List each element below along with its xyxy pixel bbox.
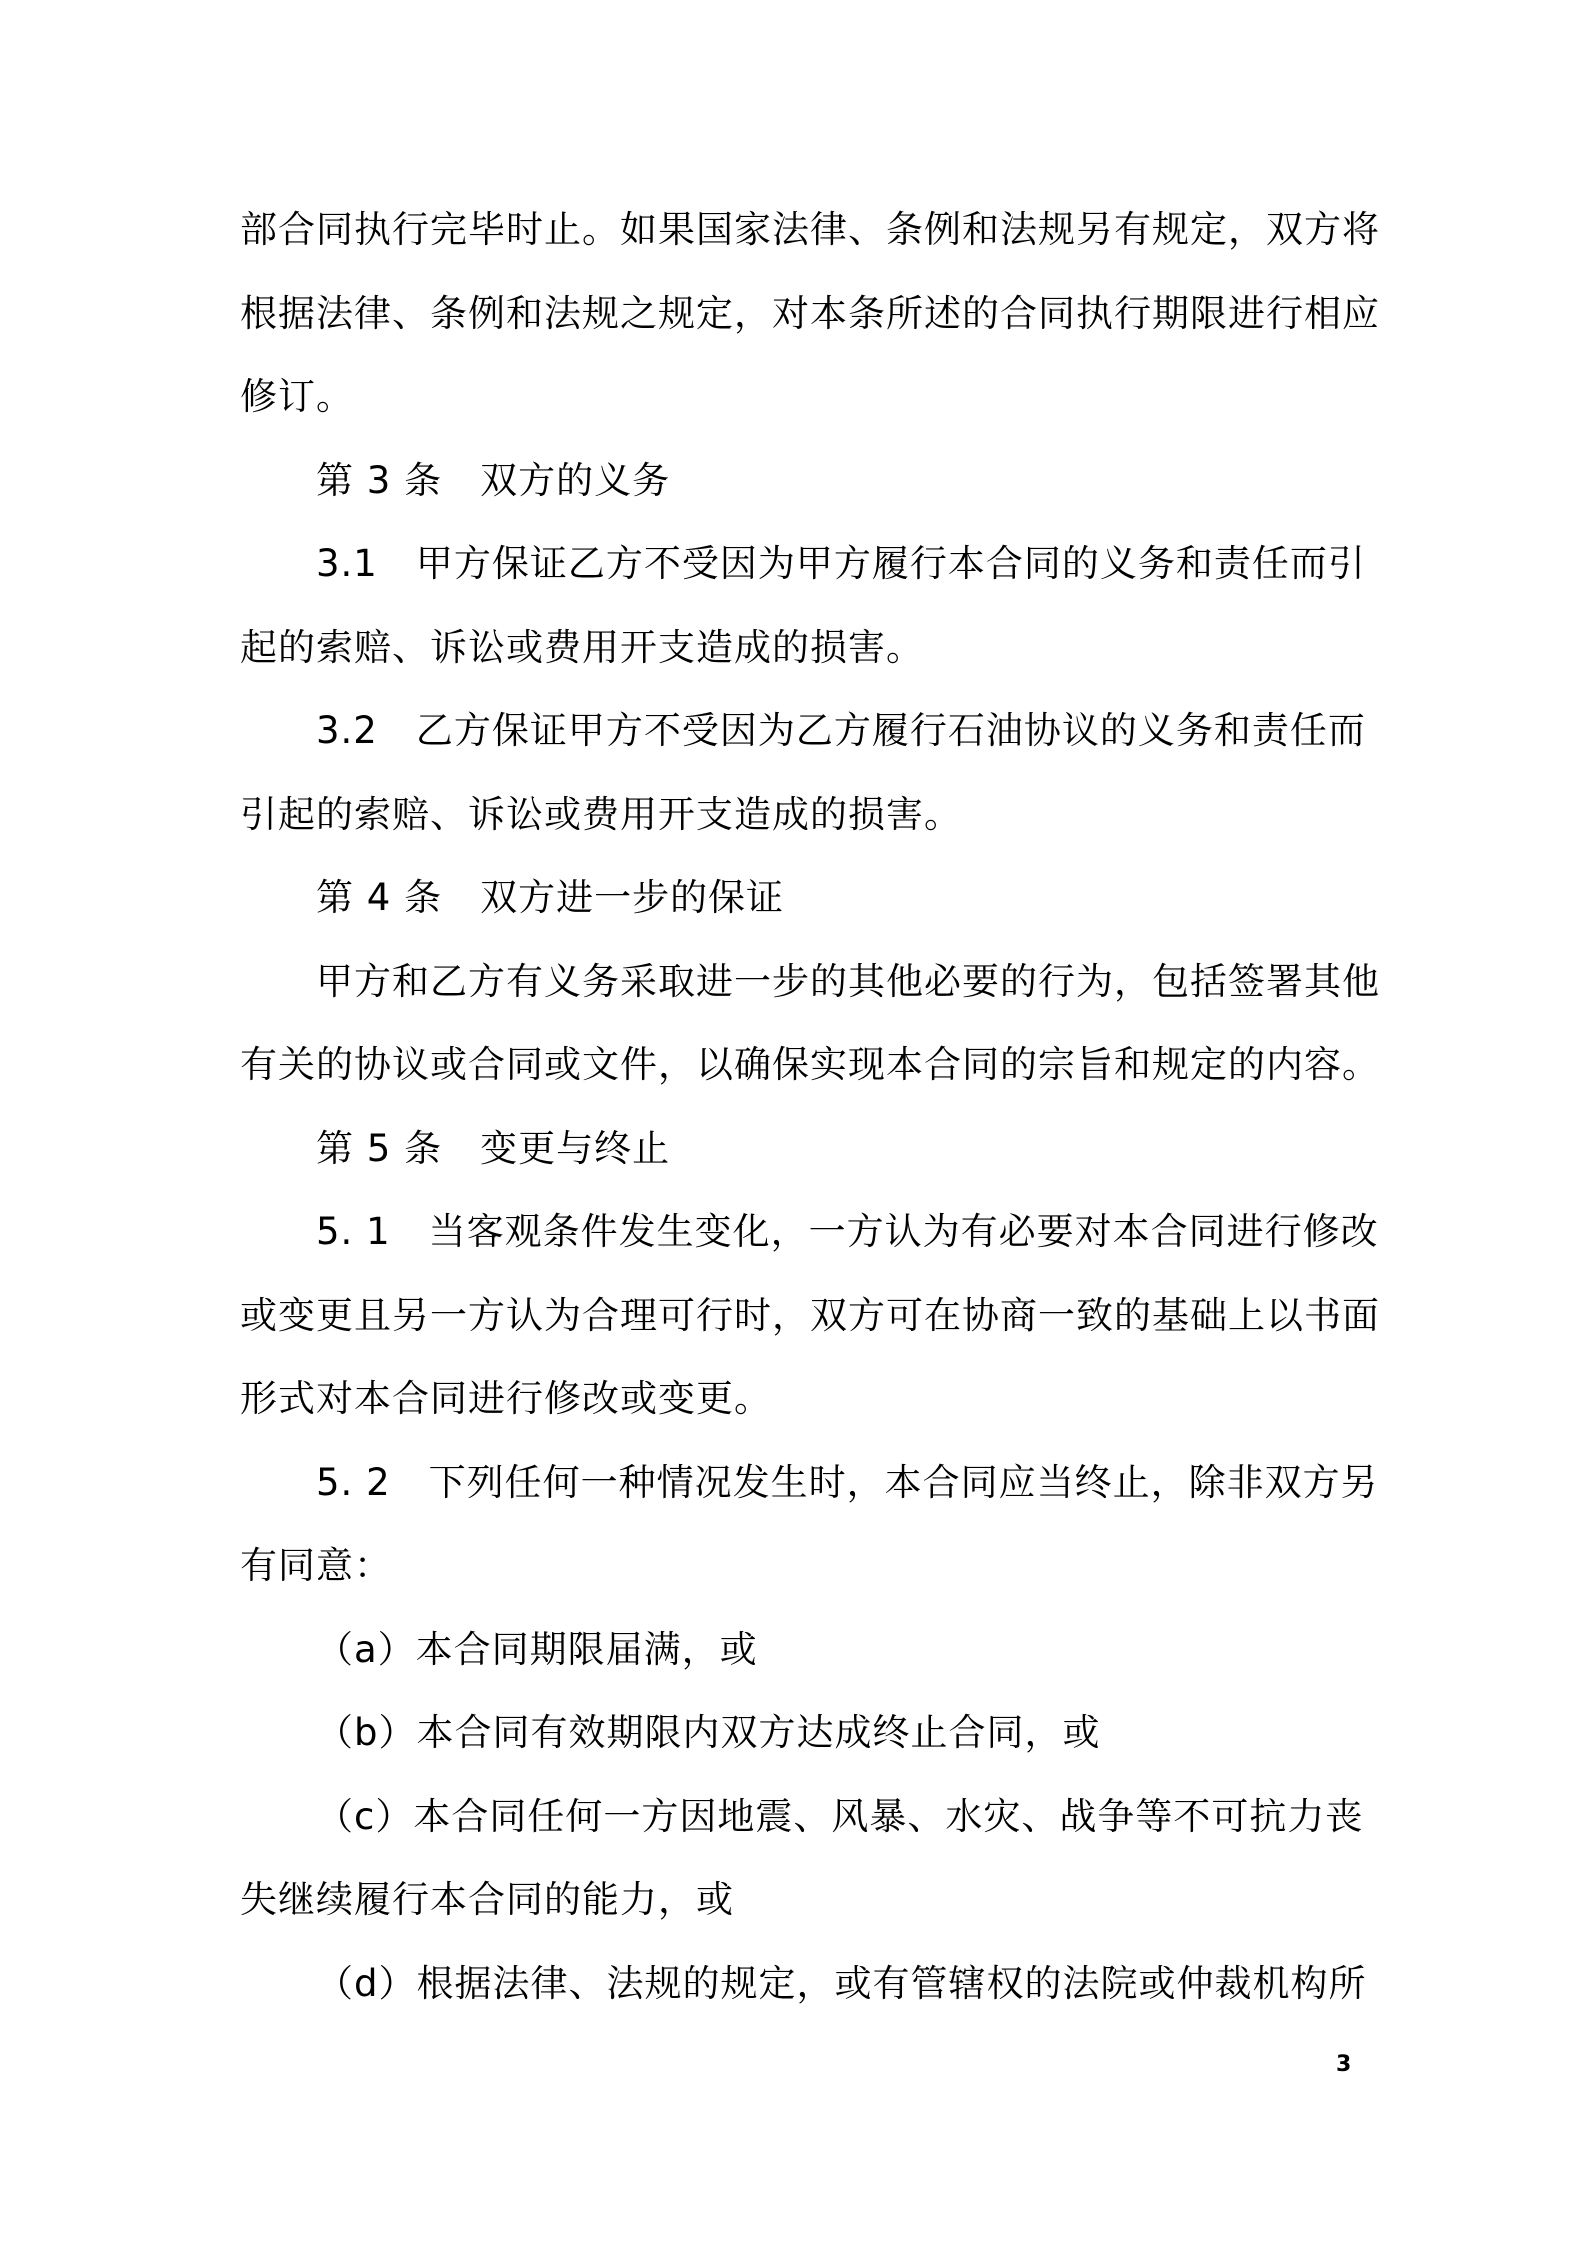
- text-line: 3.2 乙方保证甲方不受因为乙方履行石油协议的义务和责任而: [316, 709, 1366, 752]
- list-item: （d）根据法律、法规的规定，或有管辖权的法院或仲裁机构所: [316, 1962, 1367, 2005]
- text-line: 部合同执行完毕时止。如果国家法律、条例和法规另有规定，双方将: [240, 208, 1380, 251]
- text-line: 或变更且另一方认为合理可行时，双方可在协商一致的基础上以书面: [240, 1294, 1380, 1337]
- section-heading: 第 4 条 双方进一步的保证: [316, 876, 785, 919]
- text-line: 修订。: [240, 375, 354, 418]
- text-line: 5. 2 下列任何一种情况发生时，本合同应当终止，除非双方另: [316, 1461, 1379, 1504]
- text-line: 有同意：: [240, 1544, 392, 1587]
- text-line: 3.1 甲方保证乙方不受因为甲方履行本合同的义务和责任而引: [316, 542, 1366, 585]
- text-line: 形式对本合同进行修改或变更。: [240, 1377, 772, 1420]
- text-line: 起的索赔、诉讼或费用开支造成的损害。: [240, 626, 924, 669]
- section-heading: 第 3 条 双方的义务: [316, 459, 671, 502]
- text-line: 甲方和乙方有义务采取进一步的其他必要的行为，包括签署其他: [316, 960, 1380, 1003]
- list-item: （a）本合同期限届满，或: [316, 1628, 758, 1671]
- list-item: （c）本合同任何一方因地震、风暴、水灾、战争等不可抗力丧: [316, 1795, 1364, 1838]
- page-number: 3: [1336, 2052, 1352, 2077]
- text-line: 有关的协议或合同或文件，以确保实现本合同的宗旨和规定的内容。: [240, 1043, 1380, 1086]
- text-line: 引起的索赔、诉讼或费用开支造成的损害。: [240, 793, 962, 836]
- list-item: （b）本合同有效期限内双方达成终止合同，或: [316, 1711, 1101, 1754]
- text-line: 5. 1 当客观条件发生变化，一方认为有必要对本合同进行修改: [316, 1210, 1379, 1253]
- text-line: 失继续履行本合同的能力，或: [240, 1878, 734, 1921]
- section-heading: 第 5 条 变更与终止: [316, 1127, 671, 1170]
- text-line: 根据法律、条例和法规之规定，对本条所述的合同执行期限进行相应: [240, 292, 1380, 335]
